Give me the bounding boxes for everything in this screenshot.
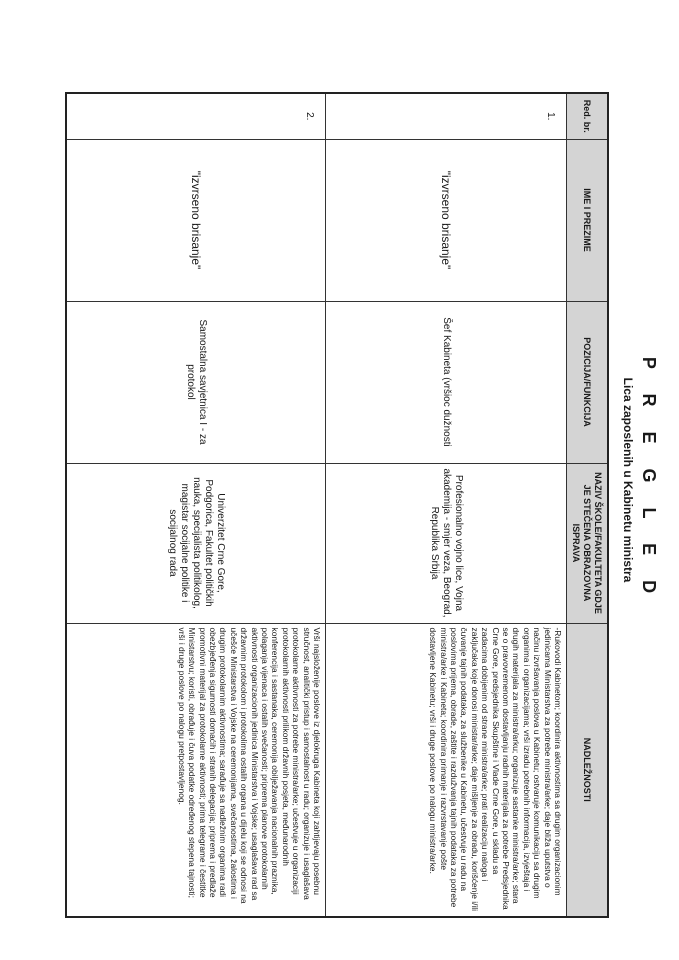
employee-school: Univerzitet Crne Gore, Podgorica, Fakultet političkih nauka, specijalista politikolog, magistar socijalne politike i socijalnog rada xyxy=(66,463,326,623)
employee-duties: Vrši najsloženije poslove iz djelokruga Kabineta koji zahtijevaju posebnu stručnost, analitički pristup i samostalnost u radu; organizuje i usaglašava protokolarne aktivnosti za potrebe ministra/arke; učestvuje u organizaciji protokolarnih aktivnosti prilikom državnih posjeta, međunarodnih konferencija i sastanaka, ceremonija obilježavanja nacionalnih praznika, polaganja vijenaca i ostalih svečanosti; priprema planove protokolarnih aktivnosti organizacionih jedinica Ministarstva i Vojske; usaglašava rad sa državnim protokolom i protokolima ostalih organa u dijelu koji se odnosi na učešće Ministarstva i Vojske na ceremonijama, svečanostima, žalostima i drugim protokolarnim aktivnostima; sarađuje sa nadležnim organima radi obezbjeđenja sigurnosti domaćih i stranih delegacija; priprema i predlaže promotivni materijal za protokolarne aktivnosti; prima telegrame i čestitke Ministarstvu; koristi, obrađuje i čuva podatke određenog stepena tajnosti; vrši i druge poslove po nalogu pretpostavljenog. xyxy=(66,623,326,917)
employees-table xyxy=(65,92,609,918)
header-duties: NADLEŽNOSTI xyxy=(567,623,609,917)
row-number: 2. xyxy=(66,93,326,139)
employee-school: Profesionalno vojno lice, Vojna akademija - smjer veza, Beograd, Republika Srbija xyxy=(326,463,567,623)
table-row xyxy=(66,93,326,917)
page-subtitle: Lica zaposlenih u Kabinetu ministra xyxy=(621,377,635,583)
header-number: Red. br. xyxy=(567,93,609,139)
table-row xyxy=(326,93,567,917)
header-name: IME I PREZIME xyxy=(567,139,609,301)
header-school: NAZIV ŠKOLE/FAKULTETA GDJE JE STEČENA OBRAZOVNA ISPRAVA xyxy=(567,463,609,623)
table-header-row xyxy=(567,93,609,917)
row-number: 1. xyxy=(326,93,567,139)
page-title: P R E G L E D xyxy=(639,356,659,604)
employee-duties: -Rukovodi Kabinetom; koordinira aktivnostima sa drugim organizacionim jedinicama Ministarstva za potrebe ministra/arke; daje bliža uputstva o načinu izvršavanja poslova u Kabinetu; ostvaruje komunikaciju sa drugim organima i organizacijama; vrši izradu potrebnih informacija, izvještaja i drugih materijala za ministra/arku; organizuje sastanke ministra/arke; stara se o pravovremenom dostavljanju radnih materijala za potrebe Predsjednika Crne Gore, predsjednika Skupštine i Vlade Crne Gore, u skladu sa zadacima dobijenim od strane ministra/arke; prati realizaciju naloga i zaključaka koje donosi ministar/arke; daje mišljenje za obradu, korišćenje i/ili čuvanje tajnih podataka, za službenike u Kabinetu, učestvuje u radu na poslovima prijema, obrade, zaštite i razdužvanja tajnih podataka za potrebe ministra/arke i Kabineta; koordinira primanje i razvrstavanje pošte dostavljene Kabinetu; vrši i druge poslove po nalogu ministra/arke. xyxy=(326,623,567,917)
employee-name: "izvrseno brisanje" xyxy=(66,139,326,301)
employee-position: Šef Kabineta (vršioc dužnosti xyxy=(326,301,567,463)
employee-name: "izvrseno brisanje" xyxy=(326,139,567,301)
header-position: POZICIJA/FUNKCIJA xyxy=(567,301,609,463)
employee-position: Samostalna savjetnica I - za protokol xyxy=(66,301,326,463)
